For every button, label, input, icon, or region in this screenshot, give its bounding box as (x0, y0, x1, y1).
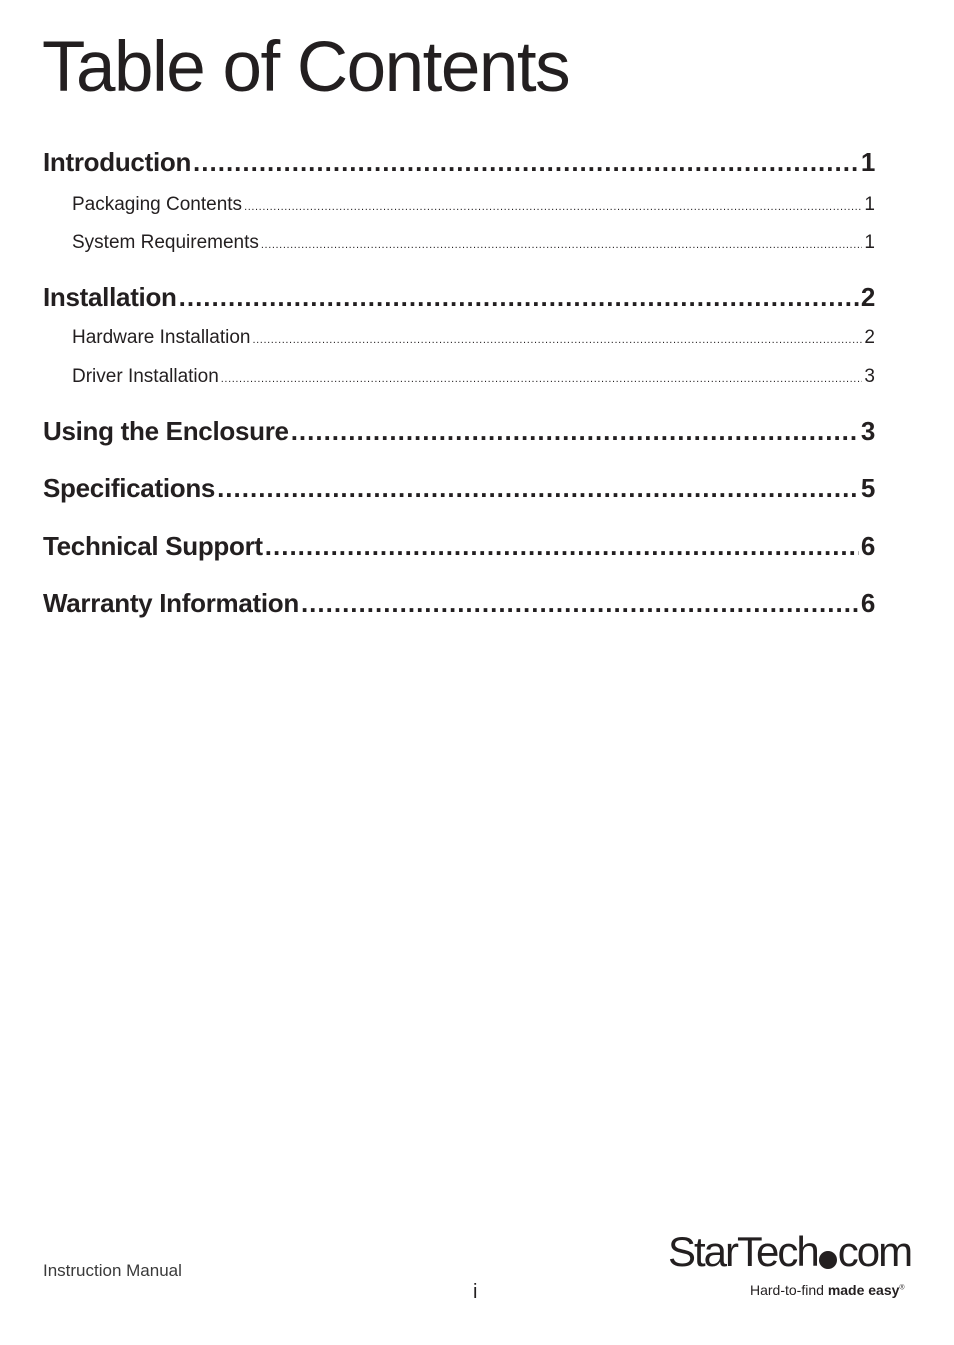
toc-entry-page: 2 (860, 282, 875, 312)
page-number: i (473, 1281, 478, 1303)
toc-entry-system-requirements[interactable] (72, 232, 875, 254)
toc-entry-installation[interactable] (43, 282, 875, 313)
toc-entry-label: Specifications (43, 473, 216, 503)
toc-entry-specifications[interactable] (43, 473, 875, 504)
logo-tagline-bold: made easy (827, 1282, 900, 1298)
toc-entry-label: Using the Enclosure (43, 416, 289, 446)
logo-domain: com (837, 1228, 912, 1275)
dot-leader (291, 416, 859, 447)
logo-brand: StarTech (668, 1228, 818, 1275)
logo-wordmark (668, 1228, 911, 1276)
dot-leader (217, 473, 859, 504)
toc-entry-label: Installation (43, 282, 177, 312)
toc-entry-hardware-installation[interactable] (72, 327, 875, 349)
dot-leader (261, 239, 863, 251)
toc-entry-label: Hardware Installation (72, 327, 251, 348)
dot-leader (179, 282, 859, 313)
dot-leader (265, 531, 859, 562)
toc-entry-page: 6 (860, 588, 875, 618)
toc-entry-page: 2 (864, 327, 875, 348)
toc-entry-introduction[interactable] (43, 147, 875, 178)
dot-leader (244, 201, 862, 213)
toc-entry-label: System Requirements (72, 232, 259, 253)
toc-entry-driver-installation[interactable] (72, 366, 875, 388)
logo-dot-icon (819, 1251, 837, 1269)
dot-leader (252, 334, 862, 346)
toc-entry-page: 3 (860, 416, 875, 446)
toc-entry-page: 6 (860, 531, 875, 561)
footer-document-label: Instruction Manual (43, 1261, 182, 1280)
toc-entry-page: 3 (864, 366, 875, 387)
startech-logo (668, 1228, 918, 1308)
toc-entry-page: 5 (860, 473, 875, 503)
toc-entry-packaging-contents[interactable] (72, 194, 875, 216)
dot-leader (301, 588, 859, 619)
toc-entry-label: Technical Support (43, 531, 263, 561)
toc-entry-page: 1 (860, 147, 875, 177)
toc-entry-technical-support[interactable] (43, 531, 875, 562)
toc-entry-label: Driver Installation (72, 366, 219, 387)
toc-entry-using-the-enclosure[interactable] (43, 416, 875, 447)
dot-leader (193, 147, 859, 178)
page-title: Table of Contents (42, 28, 570, 107)
logo-tagline (750, 1282, 905, 1298)
logo-tagline-plain: Hard-to-find (750, 1282, 828, 1298)
dot-leader (221, 373, 863, 385)
toc-entry-label: Introduction (43, 147, 192, 177)
toc-entry-label: Warranty Information (43, 588, 299, 618)
toc-entry-page: 1 (864, 232, 875, 253)
toc-entry-label: Packaging Contents (72, 194, 243, 215)
registered-mark: ® (899, 1284, 905, 1292)
toc-entry-warranty-information[interactable] (43, 588, 875, 619)
toc-entry-page: 1 (864, 194, 875, 215)
